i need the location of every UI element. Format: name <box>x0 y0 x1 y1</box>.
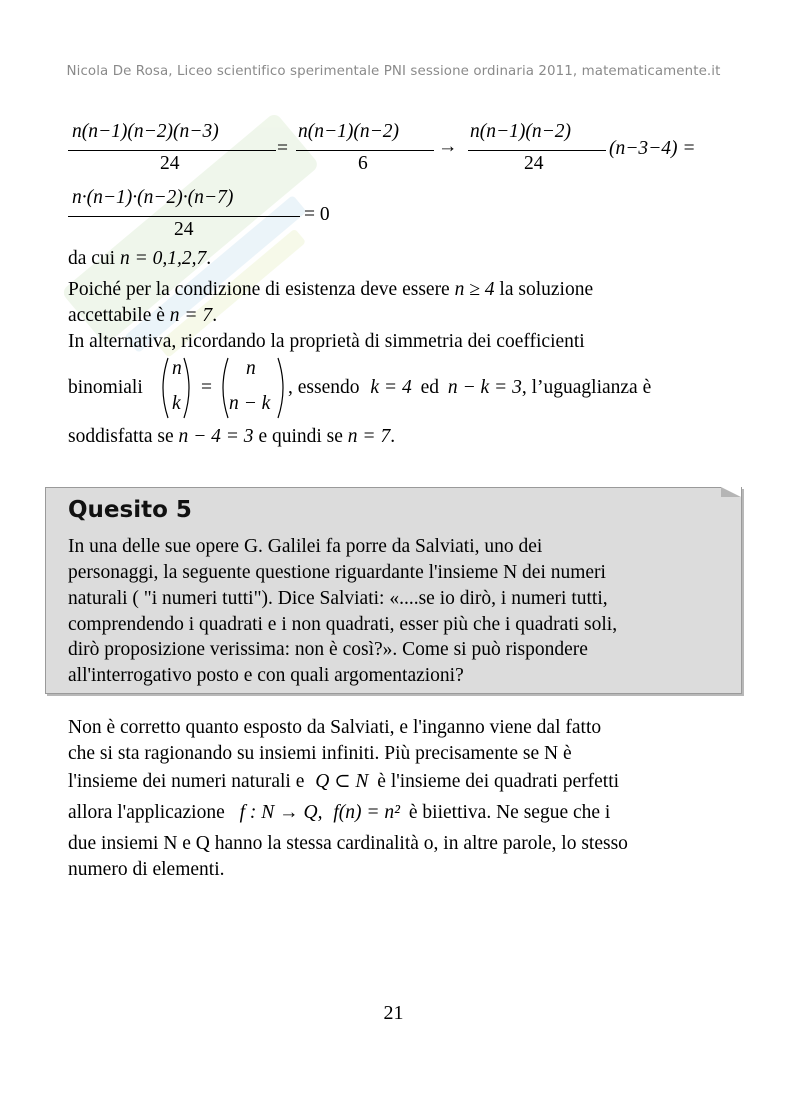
answer-line-2: che si sta ragionando su insiemi infiniti. Più precisamente se N è <box>68 743 572 764</box>
answer-line-5: due insiemi N e Q hanno la stessa cardinalità o, in altre parole, lo stesso <box>68 833 628 854</box>
fraction-bar <box>468 150 606 151</box>
binom2-top: n <box>246 358 256 379</box>
soddisfatta-math2: n = 7 <box>347 426 391 447</box>
equation1-equals: = <box>277 138 288 159</box>
accettabile-end: . <box>212 305 218 326</box>
poiche-line <box>68 279 593 301</box>
fraction-denominator: 24 <box>160 153 180 174</box>
fraction-numerator: n·(n−1)·(n−2)·(n−7) <box>72 187 234 208</box>
fraction-numerator: n(n−1)(n−2)(n−3) <box>72 121 219 142</box>
answer-line-4 <box>68 802 610 824</box>
binom1-bottom: k <box>172 393 181 414</box>
quesito-line: comprendendo i quadrati e i non quadrati, esser più che i quadrati soli, <box>68 614 618 635</box>
page-number: 21 <box>383 1002 404 1024</box>
ed-text: ed <box>420 377 439 398</box>
answer-line4-text: allora l'applicazione <box>68 802 225 823</box>
answer-line4-math2: f(n) = n² <box>333 802 401 823</box>
binomiali-text: binomiali <box>68 377 143 398</box>
binom-equals: = <box>201 377 212 398</box>
answer-line3-text: l'insieme dei numeri naturali e <box>68 771 305 792</box>
fraction-bar <box>296 150 434 151</box>
accettabile-math: n = 7 <box>169 305 213 326</box>
fraction-numerator: n(n−1)(n−2) <box>298 121 400 142</box>
fraction-denominator: 24 <box>174 219 194 240</box>
accettabile-line <box>68 305 217 327</box>
fraction-numerator: n(n−1)(n−2) <box>470 121 572 142</box>
da-cui-end: . <box>206 248 212 269</box>
equation2-fraction <box>68 187 302 247</box>
equation1-fraction1 <box>68 121 278 181</box>
poiche-end: la soluzione <box>499 279 594 300</box>
answer-line4-math1: f : N → Q, <box>239 802 323 823</box>
da-cui-math: n = 0,1,2,7 <box>119 248 207 269</box>
accettabile-text: accettabile è <box>68 305 165 326</box>
answer-line3-math: Q ⊂ N <box>315 771 369 792</box>
quesito-line: In una delle sue opere G. Galilei fa porre da Salviati, uno dei <box>68 536 543 557</box>
quesito-title: Quesito 5 <box>68 497 192 523</box>
da-cui-line <box>68 248 211 270</box>
fraction-denominator: 6 <box>358 153 368 174</box>
poiche-text: Poiché per la condizione di esistenza deve essere <box>68 279 450 300</box>
answer-line-1: Non è corretto quanto esposto da Salviati, e l'inganno viene dal fatto <box>68 717 602 738</box>
fraction-bar <box>68 216 300 217</box>
alternativa-line: In alternativa, ricordando la proprietà di simmetria dei coefficienti <box>68 331 585 352</box>
poiche-math: n ≥ 4 <box>454 279 495 300</box>
answer-line3-end: è l'insieme dei quadrati perfetti <box>377 771 620 792</box>
essendo-text: , essendo <box>288 377 360 398</box>
fraction-denominator: 24 <box>524 153 544 174</box>
answer-line4-end: è biiettiva. Ne segue che i <box>408 802 611 823</box>
soddisfatta-text: soddisfatta se <box>68 426 174 447</box>
quesito-line: naturali ( "i numeri tutti"). Dice Salviati: «....se io dirò, i numeri tutti, <box>68 588 608 609</box>
binom2-bottom: n − k <box>229 393 271 414</box>
page-fold-corner <box>721 487 741 497</box>
equation1-fraction3 <box>468 121 608 181</box>
binom1-top: n <box>172 358 182 379</box>
fraction-bar <box>68 150 276 151</box>
essendo-math-nk: n − k = 3 <box>447 377 522 398</box>
arrow-symbol: → <box>438 136 458 157</box>
answer-line-3 <box>68 769 619 793</box>
equation1-fraction2 <box>296 121 436 181</box>
equation2-rhs: = 0 <box>304 204 330 225</box>
quesito-line: personaggi, la seguente questione riguardante l'insieme N dei numeri <box>68 562 606 583</box>
da-cui-text: da cui <box>68 248 116 269</box>
equation1-tail: (n−3−4) = <box>609 138 696 159</box>
soddisfatta-math1: n − 4 = 3 <box>178 426 254 447</box>
essendo-line <box>288 377 651 399</box>
soddisfatta-end: . <box>390 426 396 447</box>
essendo-math-k: k = 4 <box>370 377 412 398</box>
quesito-line: dirò proposizione verissima: non è così?». Come si può rispondere <box>68 639 588 660</box>
uguaglianza-text: , l’uguaglianza è <box>521 377 652 398</box>
soddisfatta-line <box>68 426 395 448</box>
quindi-text: e quindi se <box>258 426 343 447</box>
quesito-line: all'interrogativo posto e con quali argomentazioni? <box>68 665 464 686</box>
running-header: Nicola De Rosa, Liceo scientifico sperimentale PNI sessione ordinaria 2011, matematicamente.it <box>66 64 721 79</box>
answer-line-6: numero di elementi. <box>68 859 225 880</box>
